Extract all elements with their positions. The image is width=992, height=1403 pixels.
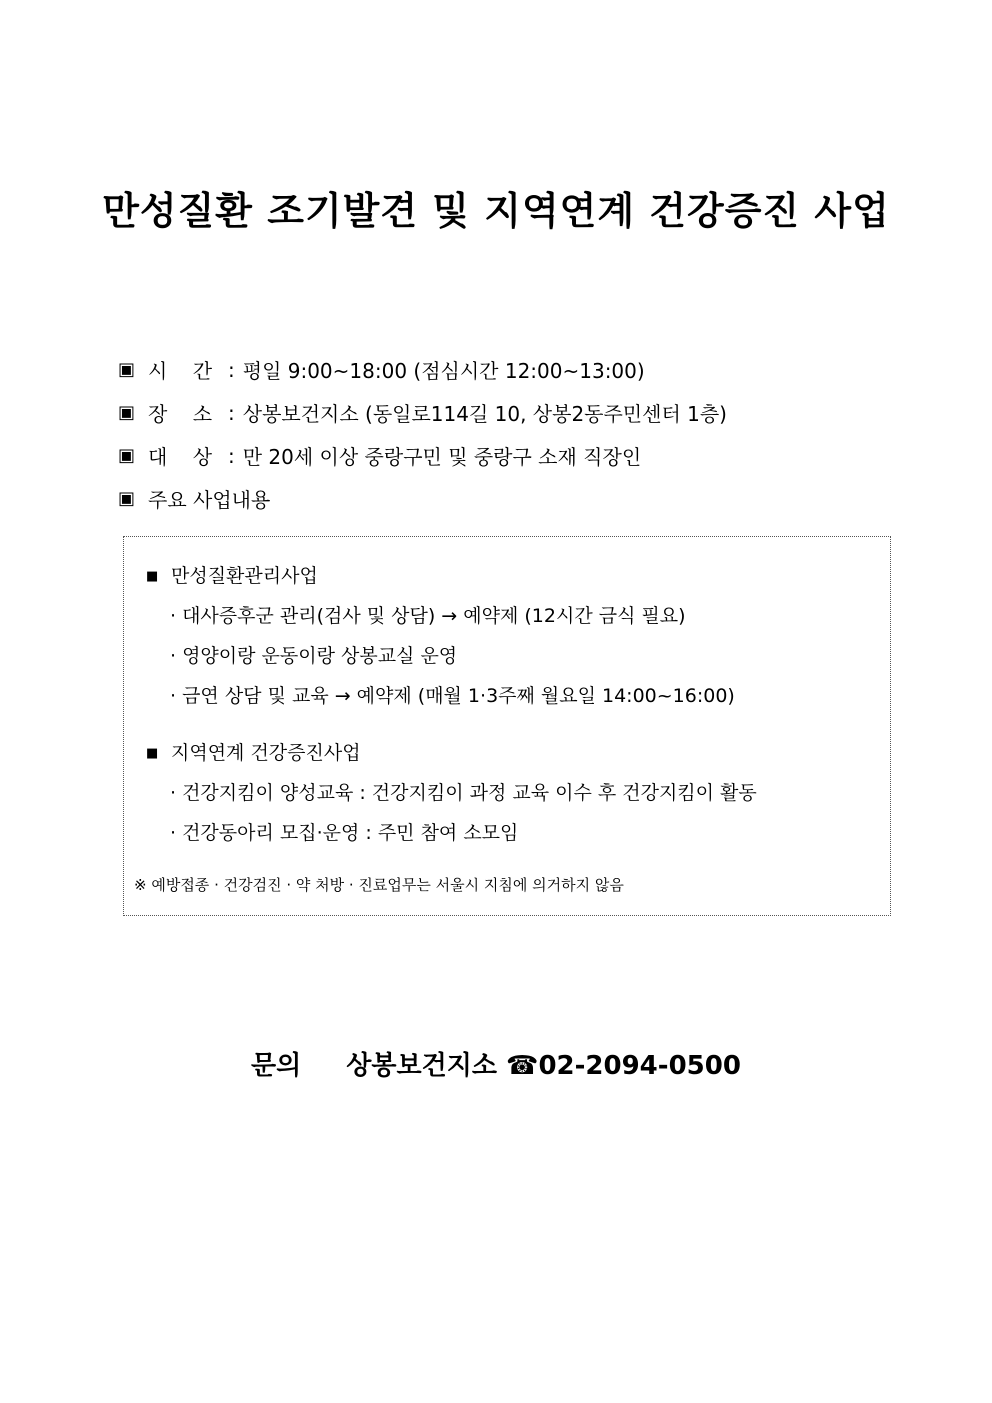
section-heading xyxy=(146,561,318,588)
list-item: · 건강동아리 모집·운영 : 주민 참여 소모임 xyxy=(170,822,519,844)
square-marker-icon: ▣ xyxy=(118,359,136,380)
info-row-target xyxy=(118,434,898,477)
info-label: 주요 사업내용 xyxy=(148,488,271,512)
list-item: · 건강지킴이 양성교육 : 건강지킴이 과정 교육 이수 후 건강지킴이 활동 xyxy=(170,782,757,804)
list-item: · 대사증후군 관리(검사 및 상담) → 예약제 (12시간 금식 필요) xyxy=(170,605,686,627)
info-label: 장 소 xyxy=(148,402,213,426)
contact-label: 문의 xyxy=(251,1051,302,1081)
program-details-box xyxy=(123,536,891,916)
info-list xyxy=(118,348,898,520)
contact-org: 상봉보건지소 xyxy=(346,1051,497,1081)
info-label: 대 상 xyxy=(148,445,213,469)
section-heading-text: 지역연계 건강증진사업 xyxy=(171,742,361,764)
info-row-time xyxy=(118,348,898,391)
square-marker-icon: ▣ xyxy=(118,445,136,466)
info-row-programs xyxy=(118,477,898,520)
info-value: 상봉보건지소 (동일로114길 10, 상봉2동주민센터 1층) xyxy=(242,402,727,426)
section-heading xyxy=(146,738,361,765)
contact-phone: 02-2094-0500 xyxy=(538,1051,741,1081)
info-separator: : xyxy=(228,443,235,468)
square-bullet-icon: ■ xyxy=(146,569,159,584)
list-item: · 금연 상담 및 교육 → 예약제 (매월 1·3주째 월요일 14:00~16:00) xyxy=(170,685,735,707)
info-separator: : xyxy=(228,357,235,382)
square-bullet-icon: ■ xyxy=(146,746,159,761)
info-label: 시 간 xyxy=(148,359,213,383)
info-row-place xyxy=(118,391,898,434)
info-value: 평일 9:00~18:00 (점심시간 12:00~13:00) xyxy=(242,359,645,383)
info-separator: : xyxy=(228,400,235,425)
square-marker-icon: ▣ xyxy=(118,402,136,423)
info-value: 만 20세 이상 중랑구민 및 중랑구 소재 직장인 xyxy=(242,445,642,469)
square-marker-icon: ▣ xyxy=(118,488,136,509)
section-heading-text: 만성질환관리사업 xyxy=(171,565,318,587)
contact-line xyxy=(0,1045,992,1082)
footnote: ※ 예방접종 · 건강검진 · 약 처방 · 진료업무는 서울시 지침에 의거하지 않음 xyxy=(134,876,624,894)
phone-icon: ☎ xyxy=(506,1051,539,1081)
page-title: 만성질환 조기발견 및 지역연계 건강증진 사업 xyxy=(102,189,890,233)
list-item: · 영양이랑 운동이랑 상봉교실 운영 xyxy=(170,645,458,667)
